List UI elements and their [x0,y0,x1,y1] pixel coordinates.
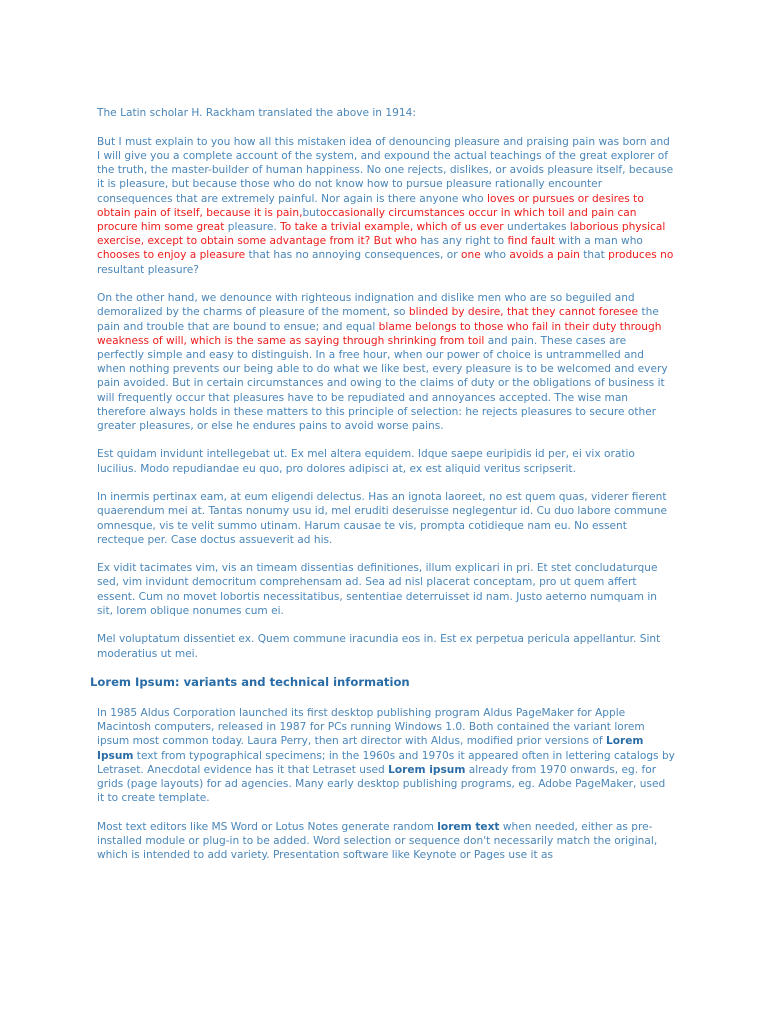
highlighted-text: occasionally circumstances occur in which toil and pain can procure him some great [97,206,637,234]
text-run: who [480,249,510,262]
highlighted-text: laborious physical exercise, except to obtain some advantage from it? But who [97,221,666,248]
bold-term: Lorem Ipsum [97,735,644,762]
paragraph-rackham-1 [97,135,675,277]
text-column [90,106,675,877]
intro-line: The Latin scholar H. Rackham translated the above in 1914: [97,107,416,119]
section-heading: Lorem Ipsum: variants and technical information [90,675,410,690]
paragraph-text-editors [97,820,675,863]
text-run: text from typographical specimens; in the 1960s and 1970s it appeared often in lettering catalogs by Letraset. Anecdotal evidence has it that Letraset used [97,749,675,776]
text-run: On the other hand, we denounce with righteous indignation and dislike men who are so beguiled and demoralized by the charms of pleasure of the moment, so [97,292,635,319]
highlighted-text: To take a trivial example, which of us ever [280,221,504,234]
text-run: But I must explain to you how all this mistaken idea of denouncing pleasure and praising pain was born and I will give you a complete account of the system, and expound the actual teachings of the great explorer of the truth, the master-builder of human happiness. No one rejects, dislikes, or avoids pleasure itself, because it is pleasure, but because those who do not know how to pursue pleasure rationally encounter consequences that are extremely painful. Nor again is there anyone who [97,135,674,205]
highlighted-text: find fault [507,235,556,248]
text-run: but [302,206,321,219]
paragraph-latin-1: Est quidam invidunt intellegebat ut. Ex mel altera equidem. Idque saepe euripidis id per, ei vix oratio lucilius. Modo repudiandae eu quo, pro dolores adipisci at, ex est aliquid veritus scripserit. [97,448,635,475]
highlighted-text: blame belongs to those who fail in their duty through weakness of will, which is the same as saying through shrinking from toil [97,320,662,347]
highlighted-text: one [461,249,481,262]
text-run: the pain and trouble that are bound to ensue; and equal [97,306,659,333]
bold-term: Lorem ipsum [388,763,466,776]
paragraph-latin-4: Mel voluptatum dissentiet ex. Quem commune iracundia eos in. Est ex perpetua pericula appellantur. Sint moderatius ut mei. [97,633,661,660]
text-run: that [579,249,609,262]
text-run: already from 1970 onwards, eg. for grids (page layouts) for ad agencies. Many early desktop publishing programs, eg. Adobe PageMaker, used it to create template. [97,763,666,805]
text-run: when needed, either as pre-installed module or plug-in to be added. Word selection or sequence don't necessarily match the original, which is intended to add variety. Presentation software like Keynote or Pages use it as [97,820,658,862]
paragraph-latin-2: In inermis pertinax eam, at eum eligendi delectus. Has an ignota laoreet, no est quem quas, viderer fierent quaerendum mei at. Tantas nonumy usu id, mel eruditi deseruisse neglegentur id. Cu duo labore commune omnesque, vis te velit summo utinam. Harum causae te vis, prompta cotidieque nam eu. No essent recteque per. Case doctus assueverit ad his. [97,491,667,546]
text-run: resultant pleasure? [97,263,199,276]
paragraph-rackham-2 [97,291,675,433]
bold-term: lorem text [437,820,500,833]
text-run: and pain. These cases are perfectly simple and easy to distinguish. In a free hour, when our power of choice is untrammelled and when nothing prevents our being able to do what we like best, every pleasure is to be welcomed and every pain avoided. But in certain circumstances and owing to the claims of duty or the obligations of business it will frequently occur that pleasures have to be repudiated and annoyances accepted. The wise man therefore always holds in these matters to this principle of selection: he rejects pleasures to secure other greater pleasures, or else he endures pains to avoid worse pains. [97,334,668,432]
paragraph-latin-3: Ex vidit tacimates vim, vis an timeam dissentias definitiones, illum explicari in pri. Et stet concludaturque sed, vim invidunt democritum comprehensam ad. Sea ad nisl placerat conceptam, pro ut quem affert essent. Cum no movet lobortis necessitatibus, sententiae deterruisset id nam. Justo aeterno numquam in sit, lorem oblique nonumes cum ei. [97,562,658,617]
highlighted-text: produces no [608,249,674,262]
text-run: Most text editors like MS Word or Lotus Notes generate random [97,820,438,833]
text-run: that has no annoying consequences, or [245,249,461,262]
text-run: In 1985 Aldus Corporation launched its first desktop publishing program Aldus PageMaker for Apple Macintosh computers, released in 1987 for PCs running Windows 1.0. Both contained the variant lorem ipsum most common today. Laura Perry, then art director with Aldus, modified prior versions of [97,707,645,748]
highlighted-text: loves or pursues or desires to obtain pain of itself, because it is pain, [97,192,644,219]
text-run: with a man who [555,235,643,248]
text-run: has any right to [416,235,508,248]
highlighted-text: avoids a pain [509,249,580,262]
text-run: pleasure. [224,221,281,234]
highlighted-text: chooses to enjoy a pleasure [97,249,246,262]
highlighted-text: blinded by desire, that they cannot foresee [408,306,639,319]
paragraph-history [97,706,675,805]
text-run: undertakes [503,221,570,234]
